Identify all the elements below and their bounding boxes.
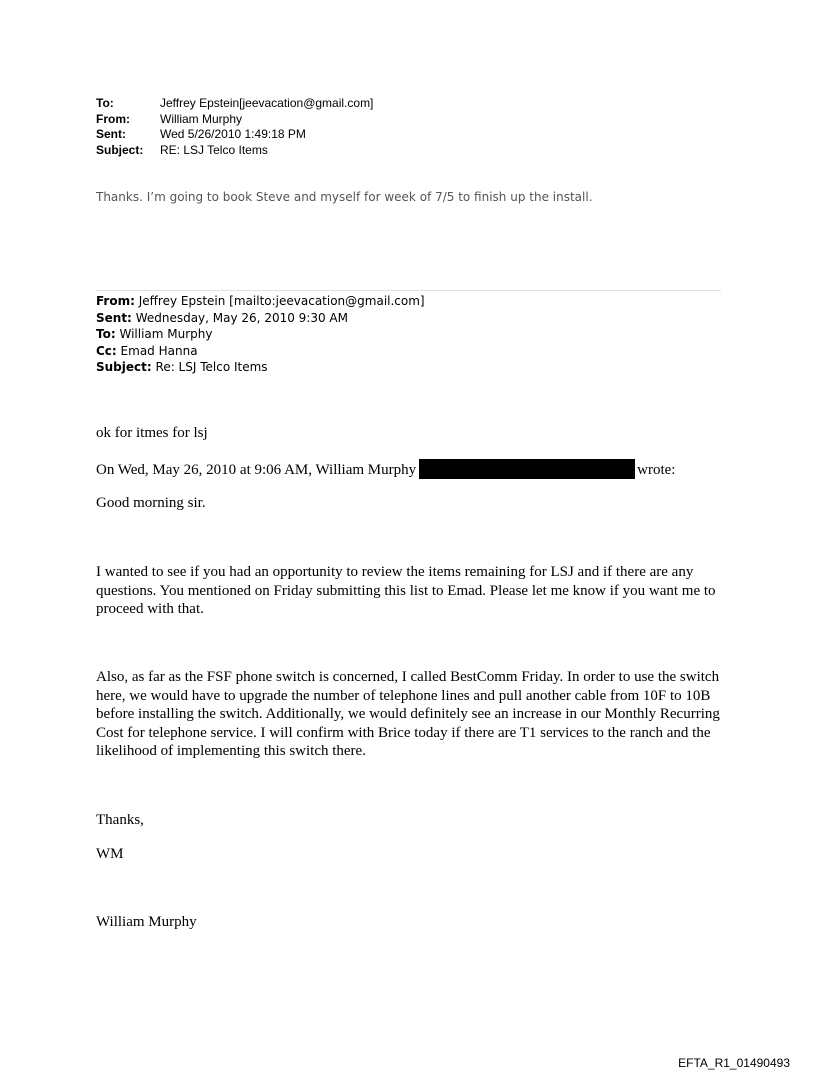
quoted-subject-value: Re: LSJ Telco Items bbox=[155, 360, 268, 374]
to-value: Jeffrey Epstein[jeevacation@gmail.com] bbox=[160, 96, 374, 110]
greeting: Good morning sir. bbox=[96, 495, 206, 511]
reply-body: Thanks. I’m going to book Steve and myself for week of 7/5 to finish up the install. bbox=[96, 190, 593, 204]
quoted-sent-label: Sent: bbox=[96, 310, 132, 325]
quoted-subject-label: Subject: bbox=[96, 360, 152, 374]
paragraph-1: I wanted to see if you had an opportunity to review the items remaining for LSJ and if there are any questions. You mentioned on Friday submitting this list to Emad. Please let me know if you want me to proceed with that. bbox=[96, 564, 716, 617]
quoted-cc-value: Emad Hanna bbox=[120, 343, 198, 358]
quoted-from-row bbox=[96, 293, 425, 310]
email-header-top bbox=[96, 96, 373, 158]
quoted-subject-row bbox=[96, 359, 425, 376]
sent-label: Sent: bbox=[96, 127, 126, 141]
quoted-sent-value: Wednesday, May 26, 2010 9:30 AM bbox=[135, 310, 348, 325]
paragraph-2: Also, as far as the FSF phone switch is concerned, I called BestComm Friday. In order to use the switch here, we would have to upgrade the number of telephone lines and pull another cable from 10F to 10B before installing the switch. Additionally, we would definitely see an increase in our Monthly Recurring Cost for telephone service. I will confirm with Brice today if there are T1 services to the ranch and the likelihood of implementing this switch there. bbox=[96, 669, 720, 759]
document-id: EFTA_R1_01490493 bbox=[678, 1056, 790, 1070]
to-label: To: bbox=[96, 96, 114, 110]
quoted-to-label: To: bbox=[96, 327, 116, 341]
subject-row bbox=[96, 143, 373, 159]
from-label: From: bbox=[96, 111, 130, 126]
quoted-sent-row bbox=[96, 310, 425, 327]
signature: William Murphy bbox=[96, 914, 197, 930]
quote-divider bbox=[96, 290, 721, 291]
to-row bbox=[96, 96, 373, 112]
closing: Thanks, bbox=[96, 812, 144, 828]
quote-intro: On Wed, May 26, 2010 at 9:06 AM, William Murphy bbox=[96, 462, 417, 478]
from-row bbox=[96, 112, 373, 128]
quote-wrote: wrote: bbox=[637, 462, 676, 478]
quoted-cc-label: Cc: bbox=[96, 343, 117, 358]
quoted-to-row bbox=[96, 326, 425, 343]
reply-text: ok for itmes for lsj bbox=[96, 425, 208, 441]
subject-label: Subject: bbox=[96, 142, 144, 157]
sent-row bbox=[96, 127, 373, 143]
initials: WM bbox=[96, 846, 124, 862]
sent-value: Wed 5/26/2010 1:49:18 PM bbox=[160, 127, 306, 141]
from-value: William Murphy bbox=[160, 111, 243, 126]
quote-intro-line bbox=[96, 459, 728, 480]
quoted-from-label: From: bbox=[96, 294, 135, 308]
subject-value: RE: LSJ Telco Items bbox=[160, 142, 268, 157]
quoted-cc-row bbox=[96, 343, 425, 360]
quoted-email-header bbox=[96, 293, 425, 376]
quoted-to-value: William Murphy bbox=[119, 327, 213, 341]
quoted-from-value: Jeffrey Epstein [mailto:jeevacation@gmail.com] bbox=[138, 294, 425, 308]
redaction-bar bbox=[419, 459, 635, 479]
